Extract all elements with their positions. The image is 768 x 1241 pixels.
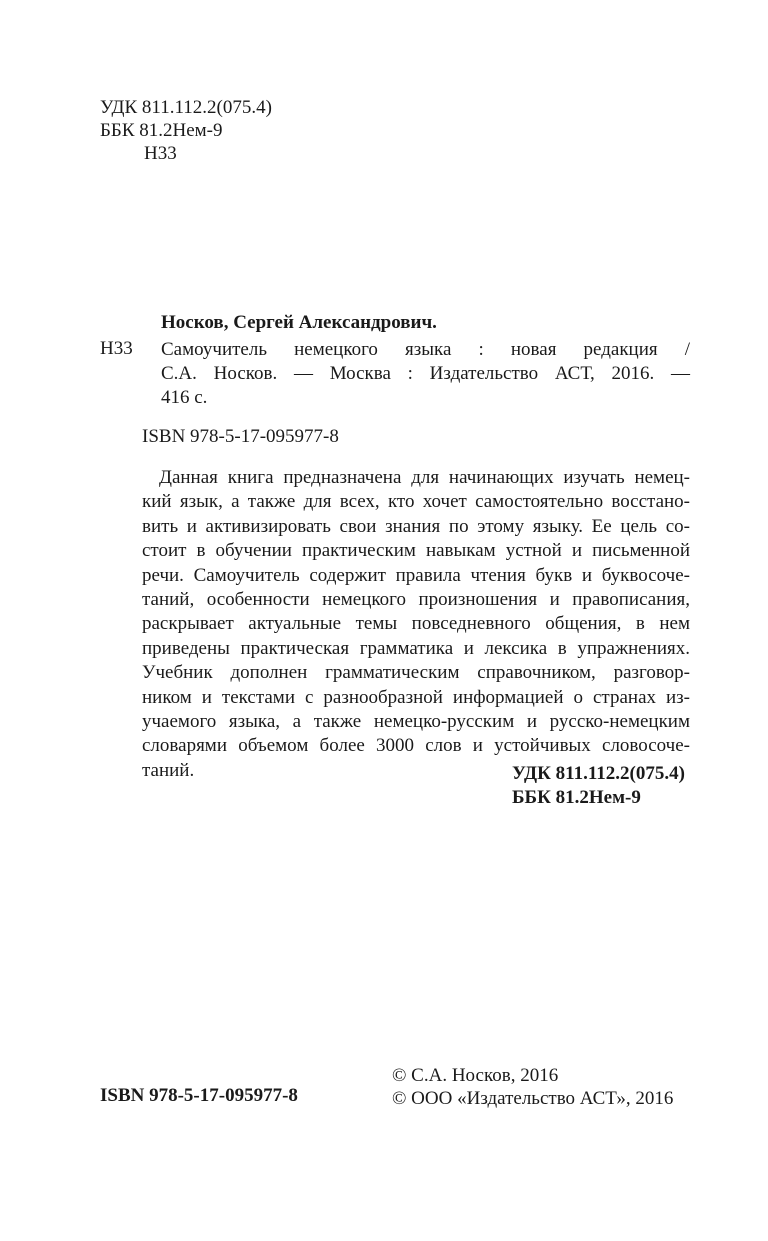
annotation-line: приведены практическая грамматика и лексика в упражнениях. (142, 637, 690, 659)
udk-code-bold: УДК 811.112.2(075.4) (512, 763, 685, 784)
annotation-line: Данная книга предназначена для начинающих изучать немец- (159, 467, 690, 488)
isbn-bold: ISBN 978-5-17-095977-8 (100, 1085, 298, 1106)
copyright-publisher: © ООО «Издательство АСТ», 2016 (392, 1088, 674, 1109)
isbn-entry: ISBN 978-5-17-095977-8 (142, 426, 339, 447)
annotation-line: раскрывает актуальные темы повседневного общения, в нем (142, 613, 690, 635)
bbk-code-bold: ББК 81.2Нем-9 (512, 787, 641, 808)
annotation-line: стоит в обучении практическим навыкам устной и письменной (142, 540, 690, 562)
annotation-line: учаемого языка, а также немецко-русским и русско-немецким (142, 711, 690, 733)
annotation-line: речи. Самоучитель содержит правила чтения букв и буквосоче- (142, 564, 690, 586)
author-mark: Н33 (144, 143, 177, 164)
annotation-paragraph (142, 466, 690, 783)
annotation-line: таний, особенности немецкого произношения и правописания, (142, 589, 690, 611)
copyright-author: © С.А. Носков, 2016 (392, 1065, 559, 1086)
udk-code: УДК 811.112.2(075.4) (100, 97, 272, 118)
classification-bold-block (512, 762, 685, 810)
annotation-line: Учебник дополнен грамматическим справочником, разговор- (142, 662, 690, 684)
bbk-code: ББК 81.2Нем-9 (100, 120, 223, 141)
annotation-line: кий язык, а также для всех, кто хочет самостоятельно восстано- (142, 491, 690, 513)
copyright-block (392, 1064, 673, 1110)
bibliographic-author-mark: Н33 (100, 338, 133, 359)
annotation-line: словарями объемом более 3000 слов и устойчивых словосоче- (142, 735, 690, 757)
classification-block (100, 96, 272, 165)
bibliographic-line: Самоучитель немецкого языка : новая редакция / (161, 339, 690, 360)
bibliographic-line: С.А. Носков. — Москва : Издательство АСТ, 2016. — (161, 363, 690, 384)
annotation-line: вить и активизировать свои знания по этому языку. Ее цель со- (142, 515, 690, 537)
annotation-line: таний. (142, 759, 195, 781)
author-name: Носков, Сергей Александрович. (161, 312, 437, 333)
bibliographic-description (161, 338, 690, 410)
annotation-line: ником и текстами с разнообразной информацией о странах из- (142, 686, 690, 708)
bibliographic-line: 416 с. (161, 387, 208, 408)
